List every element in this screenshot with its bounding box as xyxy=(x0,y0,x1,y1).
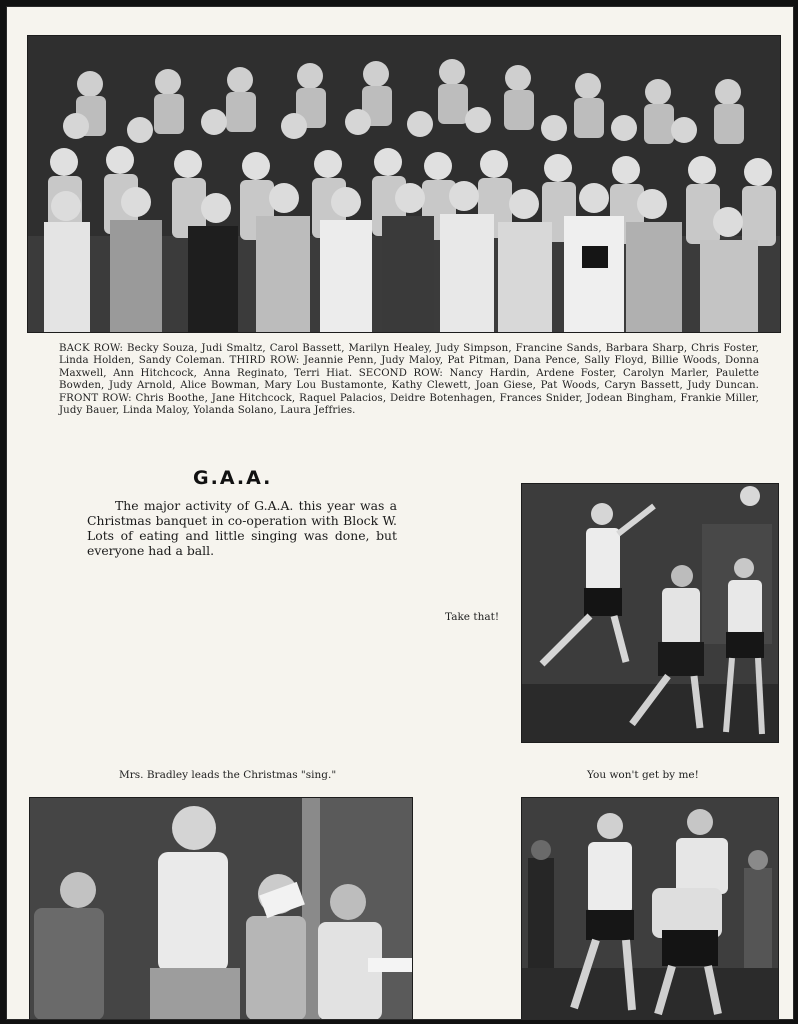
basketball-photo-scene xyxy=(522,798,778,1020)
yearbook-page xyxy=(6,6,794,1020)
article-title: G.A.A. xyxy=(193,467,273,489)
volleyball-photo xyxy=(521,483,779,743)
christmas-sing-photo xyxy=(29,797,413,1020)
basketball-photo xyxy=(521,797,779,1020)
christmas-sing-scene xyxy=(30,798,412,1020)
group-photo-figures xyxy=(28,36,780,332)
volleyball-photo-scene xyxy=(522,484,778,742)
caption-take-that: Take that! xyxy=(445,611,500,623)
caption-christmas-sing: Mrs. Bradley leads the Christmas "sing." xyxy=(119,769,337,781)
group-photo xyxy=(27,35,781,333)
article-body: The major activity of G.A.A. this year was a Christmas banquet in co-operation with Block W. Lots of eating and little singing was done, but everyone had a ball. xyxy=(87,498,397,558)
group-photo-caption: BACK ROW: Becky Souza, Judi Smaltz, Carol Bassett, Marilyn Healey, Judy Simpson, Francine Sands, Barbara Sharp, Chris Foster, Linda Holden, Sandy Coleman. THIRD ROW: Jeannie Penn, Judy Maloy, Pat Pitman, Dana Pence, Sally Floyd, Billie Woods, Donna Maxwell, Ann Hitchcock, Anna Reginato, Terri Hiat. SECOND ROW: Nancy Hardin, Ardene Foster, Carolyn Marler, Paulette Bowden, Judy Arnold, Alice Bowman, Mary Lou Bustamonte, Kathy Clewett, Joan Giese, Pat Woods, Caryn Bassett, Judy Duncan. FRONT ROW: Chris Boothe, Jane Hitchcock, Raquel Palacios, Deidre Botenhagen, Frances Snider, Jodean Bingham, Frankie Miller, Judy Bauer, Linda Maloy, Yolanda Solano, Laura Jeffries. xyxy=(59,343,759,417)
wall-clock-icon xyxy=(740,486,760,506)
caption-wont-get-by: You won't get by me! xyxy=(587,769,699,781)
